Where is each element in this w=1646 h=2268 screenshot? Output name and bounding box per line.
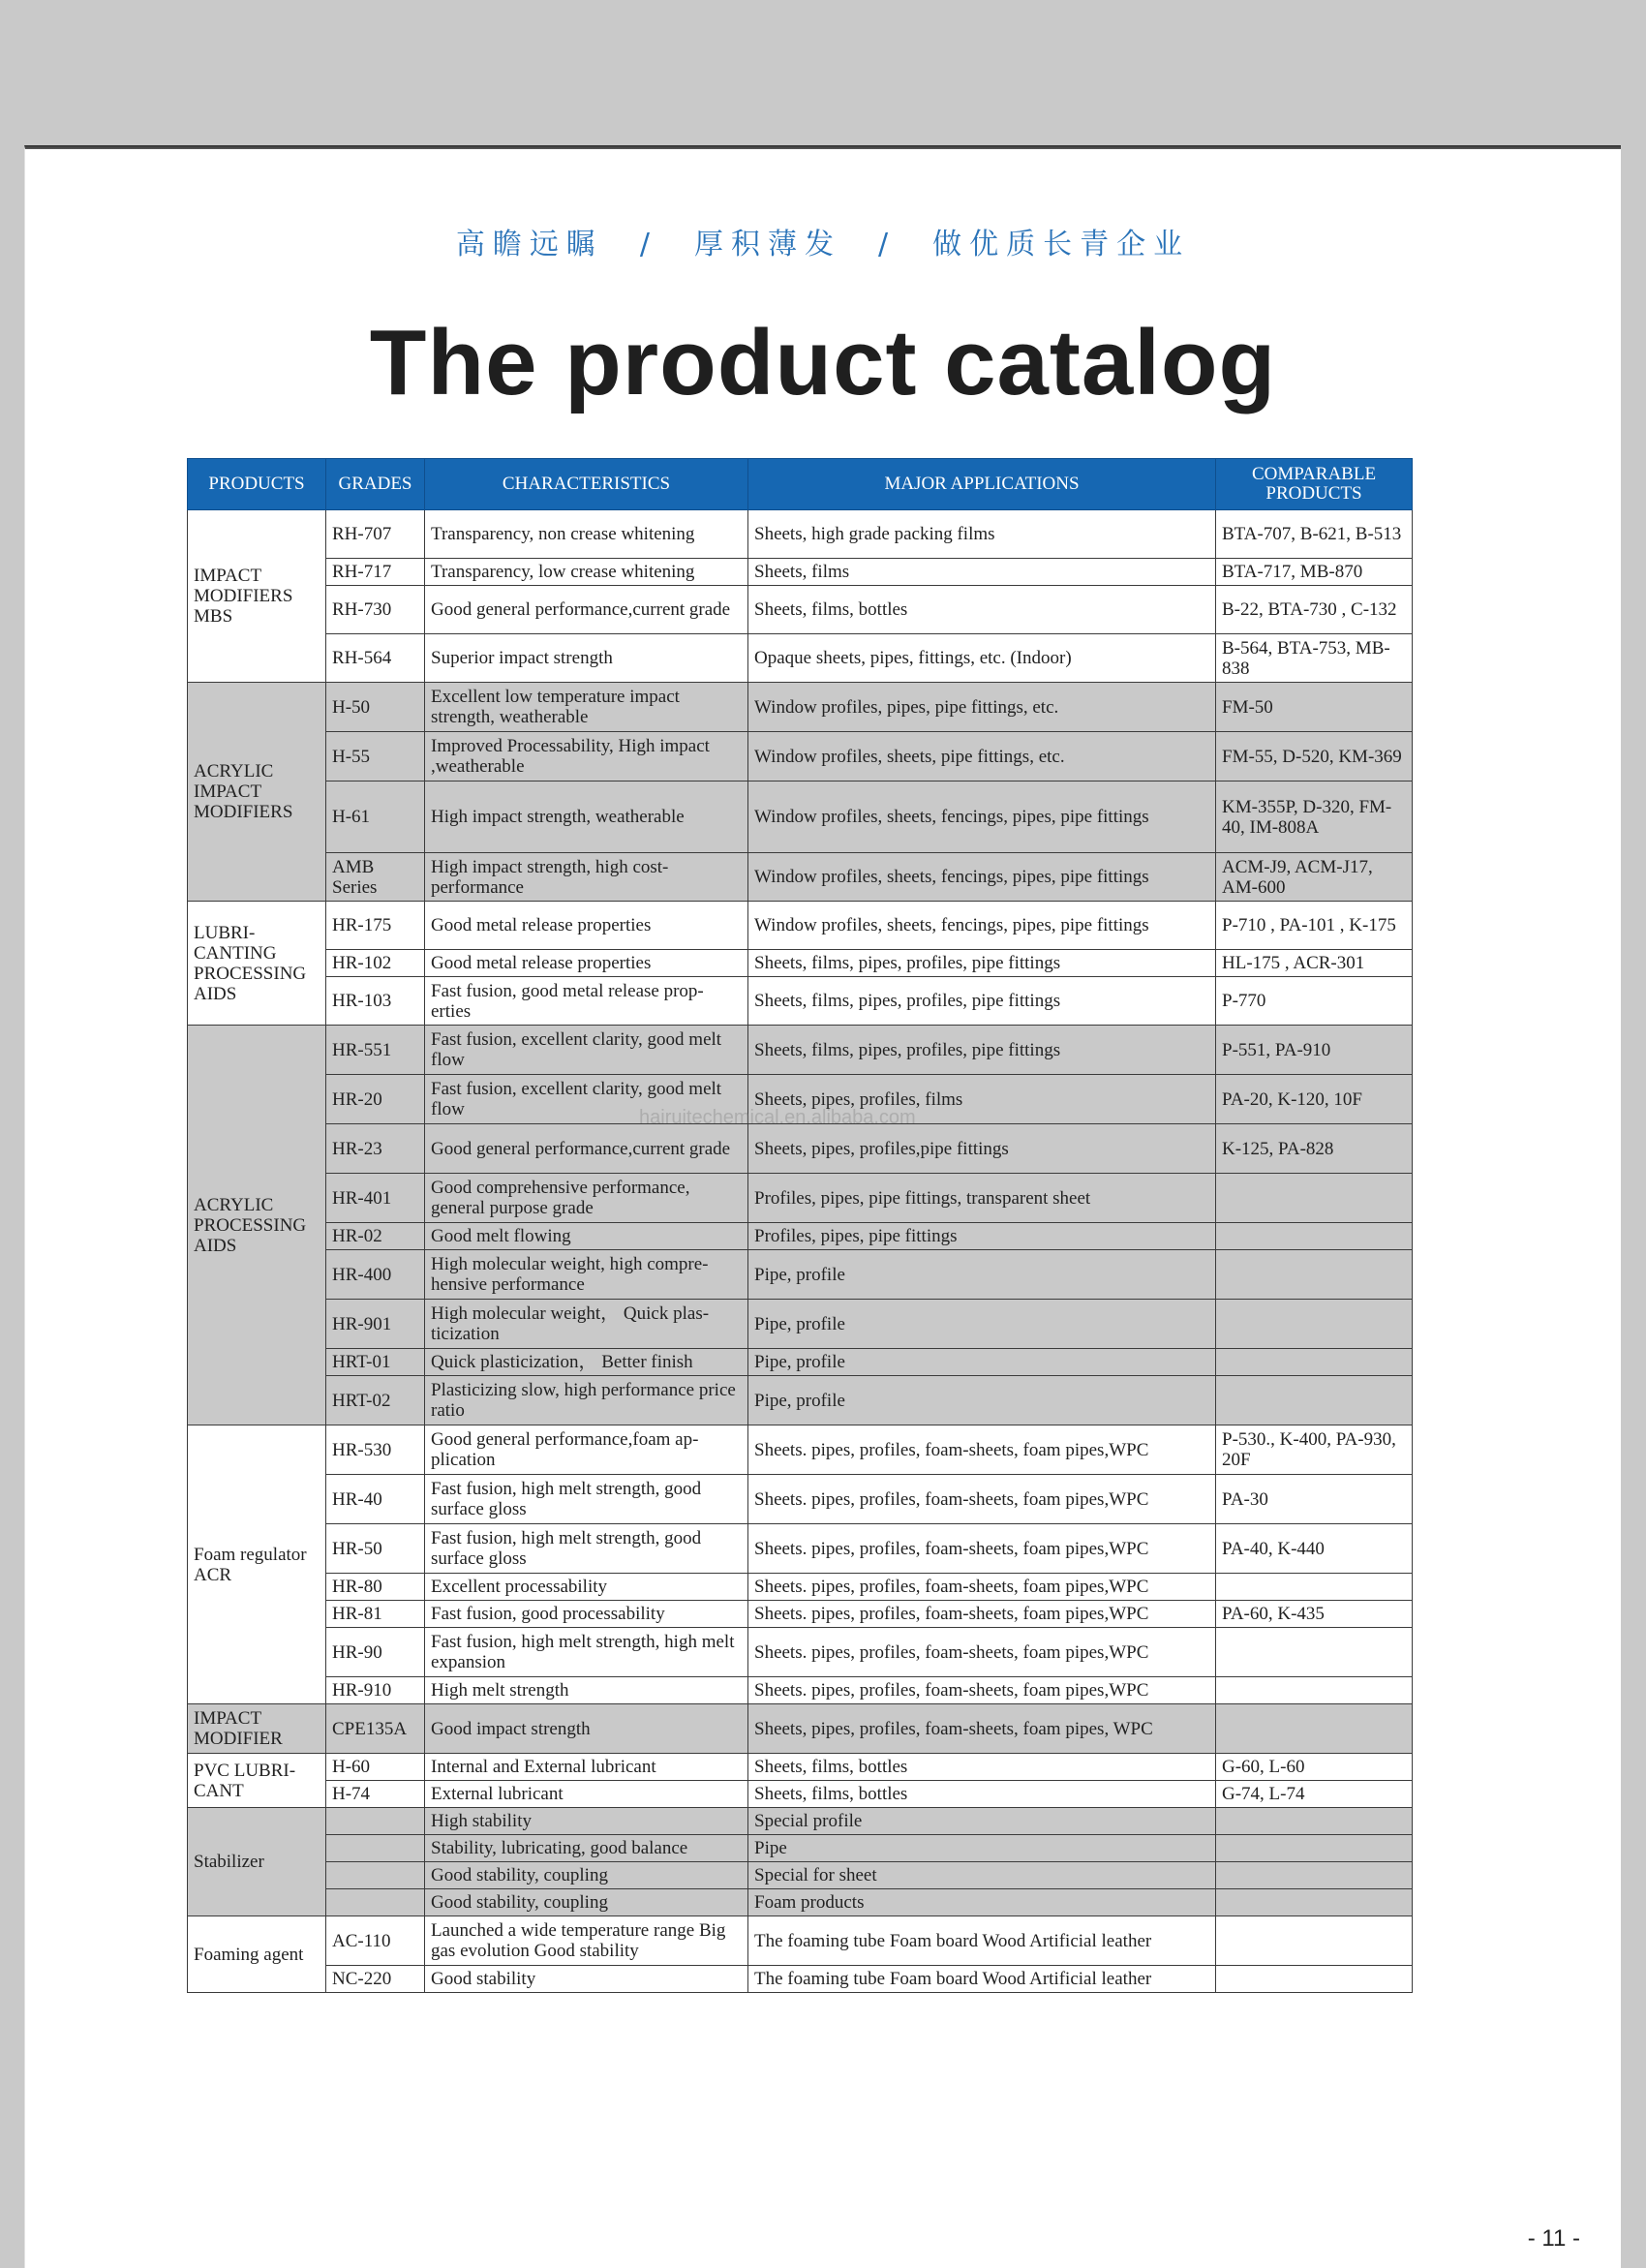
product-category: IMPACT MODIFIERS MBS xyxy=(188,510,326,683)
page-number: - 11 - xyxy=(1527,2225,1580,2252)
applications-cell: Sheets, pipes, profiles,pipe fittings xyxy=(748,1124,1216,1174)
applications-cell: Pipe xyxy=(748,1835,1216,1862)
table-header-row xyxy=(188,459,1413,510)
comparable-cell: PA-60, K-435 xyxy=(1216,1601,1413,1628)
grade-cell: HR-50 xyxy=(326,1524,425,1574)
product-category: PVC LUBRI- CANT xyxy=(188,1754,326,1808)
table-row xyxy=(188,782,1413,853)
characteristics-cell: Transparency, non crease whitening xyxy=(425,510,748,559)
grade-cell: H-55 xyxy=(326,732,425,782)
applications-cell: Sheets. pipes, profiles, foam-sheets, foam pipes,WPC xyxy=(748,1574,1216,1601)
comparable-cell: KM-355P, D-320, FM-40, IM-808A xyxy=(1216,782,1413,853)
product-category: IMPACT MODIFIER xyxy=(188,1704,326,1754)
table-row xyxy=(188,1704,1413,1754)
applications-cell: Sheets. pipes, profiles, foam-sheets, foam pipes,WPC xyxy=(748,1601,1216,1628)
grade-cell: HR-103 xyxy=(326,977,425,1026)
applications-cell: Pipe, profile xyxy=(748,1250,1216,1300)
applications-cell: Sheets, films, bottles xyxy=(748,1781,1216,1808)
table-row xyxy=(188,510,1413,559)
product-category: Foam regulator ACR xyxy=(188,1425,326,1704)
table-row xyxy=(188,586,1413,634)
comparable-cell: B-564, BTA-753, MB-838 xyxy=(1216,634,1413,683)
characteristics-cell: Transparency, low crease whitening xyxy=(425,559,748,586)
comparable-cell: PA-30 xyxy=(1216,1475,1413,1524)
product-catalog-table xyxy=(187,458,1413,1993)
comparable-cell: P-551, PA-910 xyxy=(1216,1026,1413,1075)
applications-cell: Sheets, films xyxy=(748,559,1216,586)
grade-cell xyxy=(326,1889,425,1916)
grade-cell: H-74 xyxy=(326,1781,425,1808)
table-row xyxy=(188,1677,1413,1704)
grade-cell xyxy=(326,1862,425,1889)
characteristics-cell: Good stability, coupling xyxy=(425,1862,748,1889)
comparable-cell: K-125, PA-828 xyxy=(1216,1124,1413,1174)
watermark: hairuitechemical.en.alibaba.com xyxy=(639,1107,916,1128)
grade-cell: HR-23 xyxy=(326,1124,425,1174)
characteristics-cell: Quick plasticization， Better finish xyxy=(425,1349,748,1376)
comparable-cell: PA-20, K-120, 10F xyxy=(1216,1075,1413,1124)
comparable-cell: P-530., K-400, PA-930, 20F xyxy=(1216,1425,1413,1475)
characteristics-cell: Good general performance,current grade xyxy=(425,1124,748,1174)
applications-cell: Special profile xyxy=(748,1808,1216,1835)
comparable-cell xyxy=(1216,1889,1413,1916)
characteristics-cell: Good metal release properties xyxy=(425,902,748,950)
product-category: ACRYLIC PROCESSING AIDS xyxy=(188,1026,326,1425)
comparable-cell xyxy=(1216,1916,1413,1966)
characteristics-cell: Improved Processability, High impact ,weatherable xyxy=(425,732,748,782)
comparable-cell xyxy=(1216,1223,1413,1250)
comparable-cell: G-74, L-74 xyxy=(1216,1781,1413,1808)
product-category: LUBRI- CANTING PROCESSING AIDS xyxy=(188,902,326,1026)
grade-cell: HR-175 xyxy=(326,902,425,950)
applications-cell: Window profiles, sheets, fencings, pipes, pipe fittings xyxy=(748,902,1216,950)
grade-cell: HR-80 xyxy=(326,1574,425,1601)
applications-cell: Sheets, films, pipes, profiles, pipe fittings xyxy=(748,950,1216,977)
characteristics-cell: Fast fusion, excellent clarity, good melt flow xyxy=(425,1026,748,1075)
comparable-cell xyxy=(1216,1835,1413,1862)
applications-cell: Pipe, profile xyxy=(748,1376,1216,1425)
table-row xyxy=(188,634,1413,683)
grade-cell: H-61 xyxy=(326,782,425,853)
grade-cell: HR-40 xyxy=(326,1475,425,1524)
comparable-cell: B-22, BTA-730 , C-132 xyxy=(1216,586,1413,634)
characteristics-cell: High molecular weight， Quick plas-ticization xyxy=(425,1300,748,1349)
characteristics-cell: Internal and External lubricant xyxy=(425,1754,748,1781)
table-row xyxy=(188,1223,1413,1250)
table-row xyxy=(188,1026,1413,1075)
applications-cell: Sheets. pipes, profiles, foam-sheets, foam pipes,WPC xyxy=(748,1475,1216,1524)
product-category: ACRYLIC IMPACT MODIFIERS xyxy=(188,683,326,902)
grade-cell: HR-901 xyxy=(326,1300,425,1349)
grade-cell: CPE135A xyxy=(326,1704,425,1754)
product-category: Stabilizer xyxy=(188,1808,326,1916)
applications-cell: Opaque sheets, pipes, fittings, etc. (Indoor) xyxy=(748,634,1216,683)
characteristics-cell: Fast fusion, high melt strength, good surface gloss xyxy=(425,1475,748,1524)
grade-cell: RH-730 xyxy=(326,586,425,634)
characteristics-cell: Fast fusion, good processability xyxy=(425,1601,748,1628)
table-row xyxy=(188,950,1413,977)
characteristics-cell: Good general performance,current grade xyxy=(425,586,748,634)
applications-cell: Sheets. pipes, profiles, foam-sheets, foam pipes,WPC xyxy=(748,1524,1216,1574)
characteristics-cell: Good general performance,foam ap-plication xyxy=(425,1425,748,1475)
table-row xyxy=(188,1966,1413,1993)
table-row xyxy=(188,1916,1413,1966)
comparable-cell xyxy=(1216,1250,1413,1300)
applications-cell: Special for sheet xyxy=(748,1862,1216,1889)
table-body xyxy=(188,510,1413,1993)
table-row xyxy=(188,1574,1413,1601)
applications-cell: Window profiles, sheets, fencings, pipes, pipe fittings xyxy=(748,853,1216,902)
grade-cell: HR-401 xyxy=(326,1174,425,1223)
characteristics-cell: Good metal release properties xyxy=(425,950,748,977)
comparable-cell: BTA-717, MB-870 xyxy=(1216,559,1413,586)
table-row xyxy=(188,1174,1413,1223)
characteristics-cell: Good comprehensive performance, general purpose grade xyxy=(425,1174,748,1223)
comparable-cell: P-770 xyxy=(1216,977,1413,1026)
page-title: The product catalog xyxy=(369,311,1277,414)
grade-cell: HR-910 xyxy=(326,1677,425,1704)
comparable-cell xyxy=(1216,1174,1413,1223)
comparable-cell xyxy=(1216,1704,1413,1754)
table-row xyxy=(188,559,1413,586)
applications-cell: Pipe, profile xyxy=(748,1300,1216,1349)
table-row xyxy=(188,1349,1413,1376)
comparable-cell: HL-175 , ACR-301 xyxy=(1216,950,1413,977)
grade-cell: NC-220 xyxy=(326,1966,425,1993)
applications-cell: The foaming tube Foam board Wood Artificial leather xyxy=(748,1916,1216,1966)
comparable-cell xyxy=(1216,1862,1413,1889)
characteristics-cell: Good stability, coupling xyxy=(425,1889,748,1916)
applications-cell: Pipe, profile xyxy=(748,1349,1216,1376)
grade-cell: HR-102 xyxy=(326,950,425,977)
characteristics-cell: Fast fusion, high melt strength, good surface gloss xyxy=(425,1524,748,1574)
grade-cell: RH-707 xyxy=(326,510,425,559)
grade-cell: HR-20 xyxy=(326,1075,425,1124)
grade-cell: RH-717 xyxy=(326,559,425,586)
grade-cell: HRT-01 xyxy=(326,1349,425,1376)
grade-cell xyxy=(326,1835,425,1862)
grade-cell: HR-90 xyxy=(326,1628,425,1677)
table-row xyxy=(188,732,1413,782)
characteristics-cell: Fast fusion, good metal release prop-erties xyxy=(425,977,748,1026)
comparable-cell: BTA-707, B-621, B-513 xyxy=(1216,510,1413,559)
table-row xyxy=(188,1376,1413,1425)
grade-cell: HRT-02 xyxy=(326,1376,425,1425)
characteristics-cell: High impact strength, high cost-performance xyxy=(425,853,748,902)
header-major-applications: MAJOR APPLICATIONS xyxy=(748,459,1216,510)
grade-cell: HR-551 xyxy=(326,1026,425,1075)
characteristics-cell: Plasticizing slow, high performance price ratio xyxy=(425,1376,748,1425)
table-row xyxy=(188,1124,1413,1174)
characteristics-cell: Good impact strength xyxy=(425,1704,748,1754)
grade-cell: AMB Series xyxy=(326,853,425,902)
product-category: Foaming agent xyxy=(188,1916,326,1993)
comparable-cell xyxy=(1216,1574,1413,1601)
applications-cell: Sheets, pipes, profiles, foam-sheets, foam pipes, WPC xyxy=(748,1704,1216,1754)
grade-cell: H-60 xyxy=(326,1754,425,1781)
table-row xyxy=(188,1475,1413,1524)
characteristics-cell: High melt strength xyxy=(425,1677,748,1704)
characteristics-cell: Excellent processability xyxy=(425,1574,748,1601)
comparable-cell: ACM-J9, ACM-J17, AM-600 xyxy=(1216,853,1413,902)
table-row xyxy=(188,1835,1413,1862)
applications-cell: Sheets, high grade packing films xyxy=(748,510,1216,559)
comparable-cell: FM-55, D-520, KM-369 xyxy=(1216,732,1413,782)
grade-cell: AC-110 xyxy=(326,1916,425,1966)
table-row xyxy=(188,1300,1413,1349)
comparable-cell: PA-40, K-440 xyxy=(1216,1524,1413,1574)
table-row xyxy=(188,1628,1413,1677)
characteristics-cell: Fast fusion, excellent clarity, good melt flow xyxy=(425,1075,748,1124)
header-grades: GRADES xyxy=(326,459,425,510)
characteristics-cell: External lubricant xyxy=(425,1781,748,1808)
header-characteristics: CHARACTERISTICS xyxy=(425,459,748,510)
grade-cell xyxy=(326,1808,425,1835)
table-row xyxy=(188,1524,1413,1574)
grade-cell: HR-02 xyxy=(326,1223,425,1250)
table-row xyxy=(188,683,1413,732)
characteristics-cell: Launched a wide temperature range Big gas evolution Good stability xyxy=(425,1916,748,1966)
table-row xyxy=(188,1601,1413,1628)
comparable-cell: P-710 , PA-101 , K-175 xyxy=(1216,902,1413,950)
comparable-cell xyxy=(1216,1808,1413,1835)
applications-cell: Sheets. pipes, profiles, foam-sheets, foam pipes,WPC xyxy=(748,1628,1216,1677)
comparable-cell xyxy=(1216,1300,1413,1349)
table-row xyxy=(188,1862,1413,1889)
table-row xyxy=(188,902,1413,950)
characteristics-cell: Good stability xyxy=(425,1966,748,1993)
applications-cell: Profiles, pipes, pipe fittings xyxy=(748,1223,1216,1250)
table-row xyxy=(188,1425,1413,1475)
grade-cell: HR-81 xyxy=(326,1601,425,1628)
table-row xyxy=(188,1250,1413,1300)
grade-cell: HR-400 xyxy=(326,1250,425,1300)
applications-cell: Profiles, pipes, pipe fittings, transparent sheet xyxy=(748,1174,1216,1223)
grade-cell: RH-564 xyxy=(326,634,425,683)
characteristics-cell: Fast fusion, high melt strength, high melt expansion xyxy=(425,1628,748,1677)
table-row xyxy=(188,1754,1413,1781)
characteristics-cell: High stability xyxy=(425,1808,748,1835)
characteristics-cell: Excellent low temperature impact strength, weatherable xyxy=(425,683,748,732)
comparable-cell xyxy=(1216,1628,1413,1677)
header-products: PRODUCTS xyxy=(188,459,326,510)
table-row xyxy=(188,1075,1413,1124)
header-comparable-products: COMPARABLE PRODUCTS xyxy=(1216,459,1413,510)
applications-cell: Window profiles, sheets, pipe fittings, etc. xyxy=(748,732,1216,782)
table-row xyxy=(188,853,1413,902)
comparable-cell xyxy=(1216,1677,1413,1704)
table-row xyxy=(188,1781,1413,1808)
applications-cell: Window profiles, pipes, pipe fittings, etc. xyxy=(748,683,1216,732)
comparable-cell xyxy=(1216,1349,1413,1376)
applications-cell: Sheets, films, pipes, profiles, pipe fittings xyxy=(748,1026,1216,1075)
applications-cell: Sheets, films, pipes, profiles, pipe fittings xyxy=(748,977,1216,1026)
characteristics-cell: Superior impact strength xyxy=(425,634,748,683)
grade-cell: HR-530 xyxy=(326,1425,425,1475)
applications-cell: Sheets, films, bottles xyxy=(748,586,1216,634)
applications-cell: Sheets. pipes, profiles, foam-sheets, foam pipes,WPC xyxy=(748,1425,1216,1475)
applications-cell: Sheets, films, bottles xyxy=(748,1754,1216,1781)
characteristics-cell: High molecular weight, high compre-hensive performance xyxy=(425,1250,748,1300)
applications-cell: Sheets. pipes, profiles, foam-sheets, foam pipes,WPC xyxy=(748,1677,1216,1704)
slogan: 高瞻远瞩 / 厚积薄发 / 做优质长青企业 xyxy=(455,228,1191,261)
table-row xyxy=(188,1808,1413,1835)
table-row xyxy=(188,977,1413,1026)
characteristics-cell: Good melt flowing xyxy=(425,1223,748,1250)
grade-cell: H-50 xyxy=(326,683,425,732)
comparable-cell: G-60, L-60 xyxy=(1216,1754,1413,1781)
characteristics-cell: High impact strength, weatherable xyxy=(425,782,748,853)
applications-cell: Sheets, pipes, profiles, films xyxy=(748,1075,1216,1124)
applications-cell: Window profiles, sheets, fencings, pipes, pipe fittings xyxy=(748,782,1216,853)
applications-cell: Foam products xyxy=(748,1889,1216,1916)
comparable-cell xyxy=(1216,1966,1413,1993)
characteristics-cell: Stability, lubricating, good balance xyxy=(425,1835,748,1862)
comparable-cell: FM-50 xyxy=(1216,683,1413,732)
table-row xyxy=(188,1889,1413,1916)
applications-cell: The foaming tube Foam board Wood Artificial leather xyxy=(748,1966,1216,1993)
comparable-cell xyxy=(1216,1376,1413,1425)
